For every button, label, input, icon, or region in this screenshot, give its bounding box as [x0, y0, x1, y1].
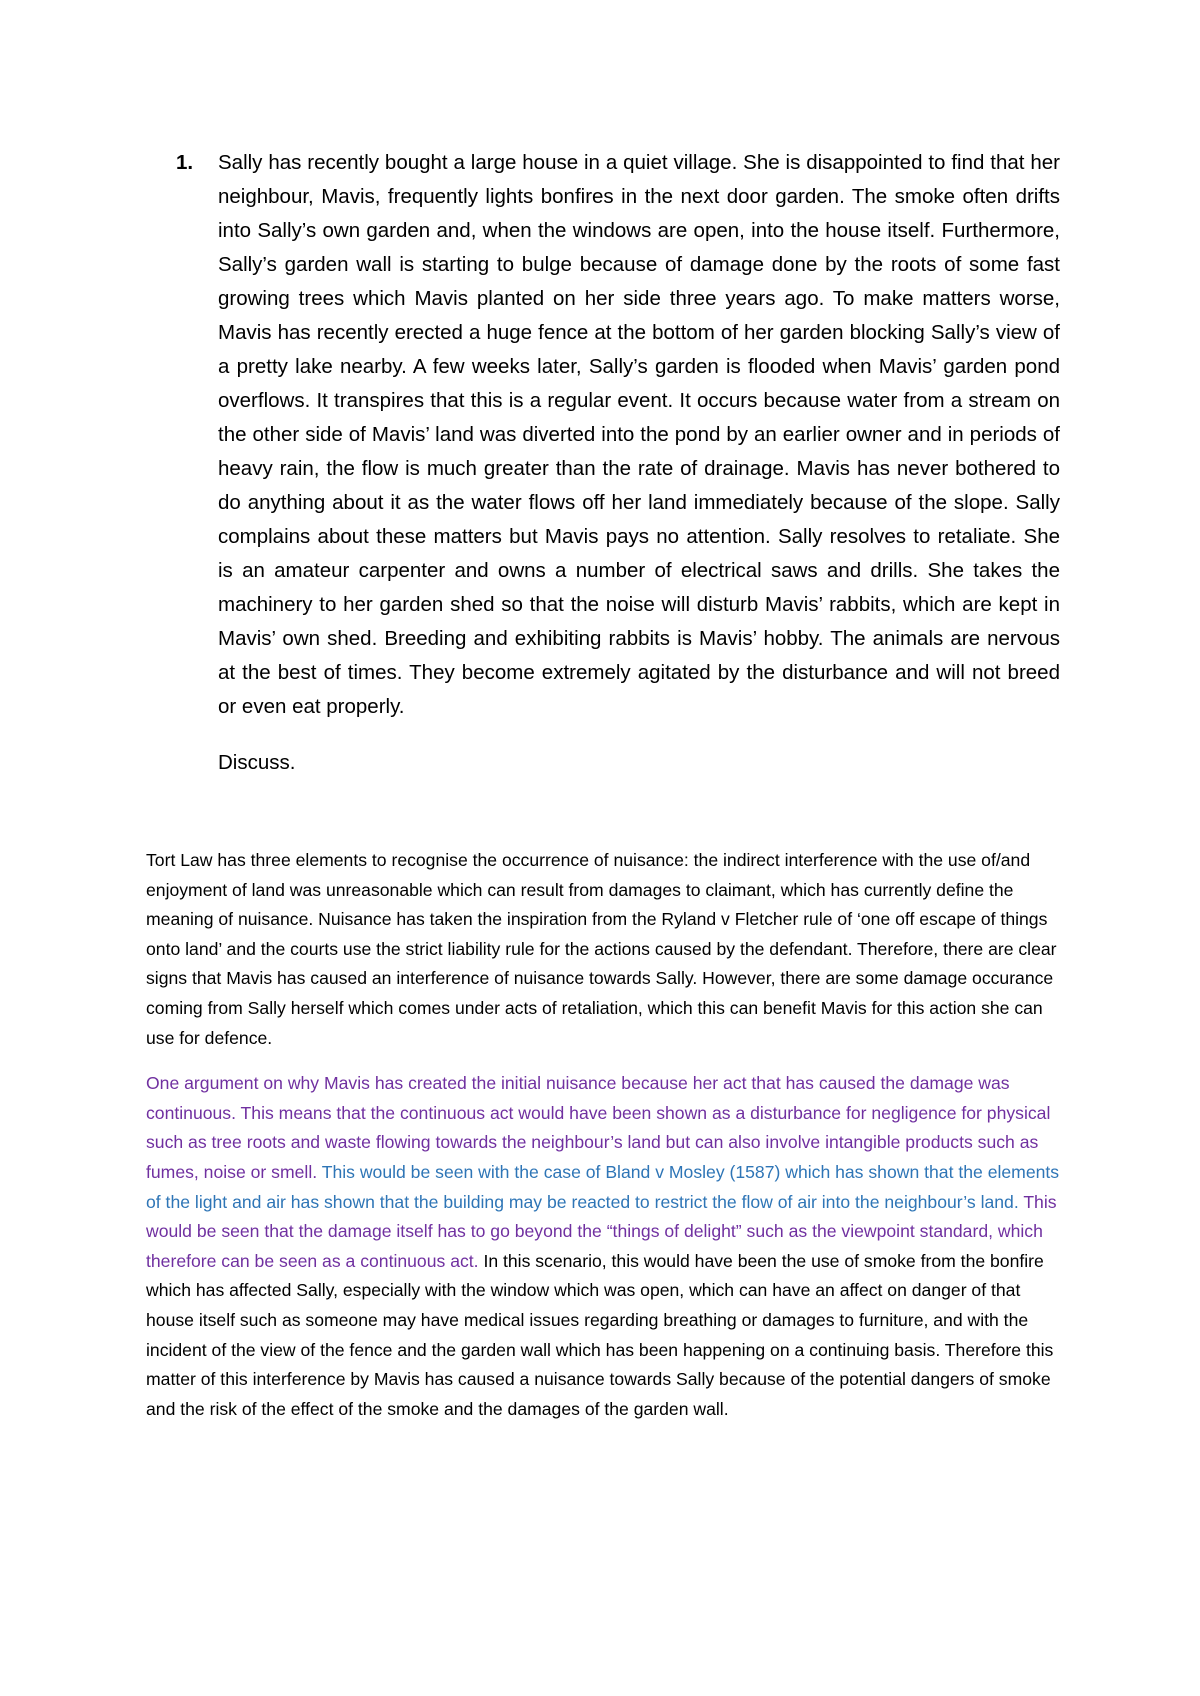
question-text: Sally has recently bought a large house in a quiet village. She is disappointed to find that her neighbour, Mavis, frequently lights bonfires in the next door garden. The smoke often drifts into Sally’s own garden and, when the windows are open, into the house itself. Furthermore, Sally’s garden wall is starting to bulge because of damage done by the roots of some fast growing trees which Mavis planted on her side three years ago. To make matters worse, Mavis has recently erected a huge fence at the bottom of her garden blocking Sally’s view of a pretty lake nearby. A few weeks later, Sally’s garden is flooded when Mavis’ garden pond overflows. It transpires that this is a regular event. It occurs because water from a stream on the other side of Mavis’ land was diverted into the pond by an earlier owner and in periods of heavy rain, the flow is much greater than the rate of drainage. Mavis has never bothered to do anything about it as the water flows off her land immediately because of the slope. Sally complains about these matters but Mavis pays no attention. Sally resolves to retaliate. She is an amateur carpenter and owns a number of electrical saws and drills. She takes the machinery to her garden shed so that the noise will disturb Mavis’ rabbits, which are kept in Mavis’ own shed. Breeding and exhibiting rabbits is Mavis’ hobby. The animals are nervous at the best of times. They become extremely agitated by the disturbance and will not breed or even eat properly.	[218, 151, 1060, 718]
question-discuss: Discuss.	[218, 751, 296, 774]
paragraph-2-purple-segment-2: This would be seen that the damage itself has to go beyond the “things of delight” such as the viewpoint standard, which therefore can be seen as a continuous act.	[146, 1191, 1057, 1271]
paragraph-2-purple-segment-1: One argument on why Mavis has created the initial nuisance because her act that has caused the damage was continuous. This means that the continuous act would have been shown as a disturbance for negligence for physical such as tree roots and waste flowing towards the neighbour’s land but can also involve intangible products such as fumes, noise or smell.	[146, 1073, 1051, 1182]
answer-block	[146, 846, 1060, 1440]
paragraph-2-blue-segment: This would be seen with the case of Bland v Mosley (1587) which has shown that the elements of the light and air has shown that the building may be reacted to restrict the flow of air into the neighbour’s land.	[146, 1161, 1060, 1212]
paragraph-2-black-segment: In this scenario, this would have been the use of smoke from the bonfire which has affected Sally, especially with the window which was open, which can have an affect on danger of that house itself such as someone may have medical issues regarding breathing or damages to furniture, and with the incident of the view of the fence and the garden wall which has been happening on a continuing basis. Therefore this matter of this interference by Mavis has caused a nuisance towards Sally because of the potential dangers of smoke and the risk of the effect of the smoke and the damages of the garden wall.	[146, 1250, 1054, 1419]
question-block	[176, 146, 1060, 780]
answer-paragraph-1: Tort Law has three elements to recognise the occurrence of nuisance: the indirect interference with the use of/and enjoyment of land was unreasonable which can result from damages to claimant, which has currently define the meaning of nuisance. Nuisance has taken the inspiration from the Ryland v Fletcher rule of ‘one off escape of things onto land’ and the courts use the strict liability rule for the actions caused by the defendant. Therefore, there are clear signs that Mavis has caused an interference of nuisance towards Sally. However, there are some damage occurance coming from Sally herself which comes under acts of retaliation, which this can benefit Mavis for this action she can use for defence.	[146, 850, 1057, 1048]
answer-paragraph-2	[146, 1069, 1060, 1424]
question-number: 1.	[176, 151, 194, 174]
